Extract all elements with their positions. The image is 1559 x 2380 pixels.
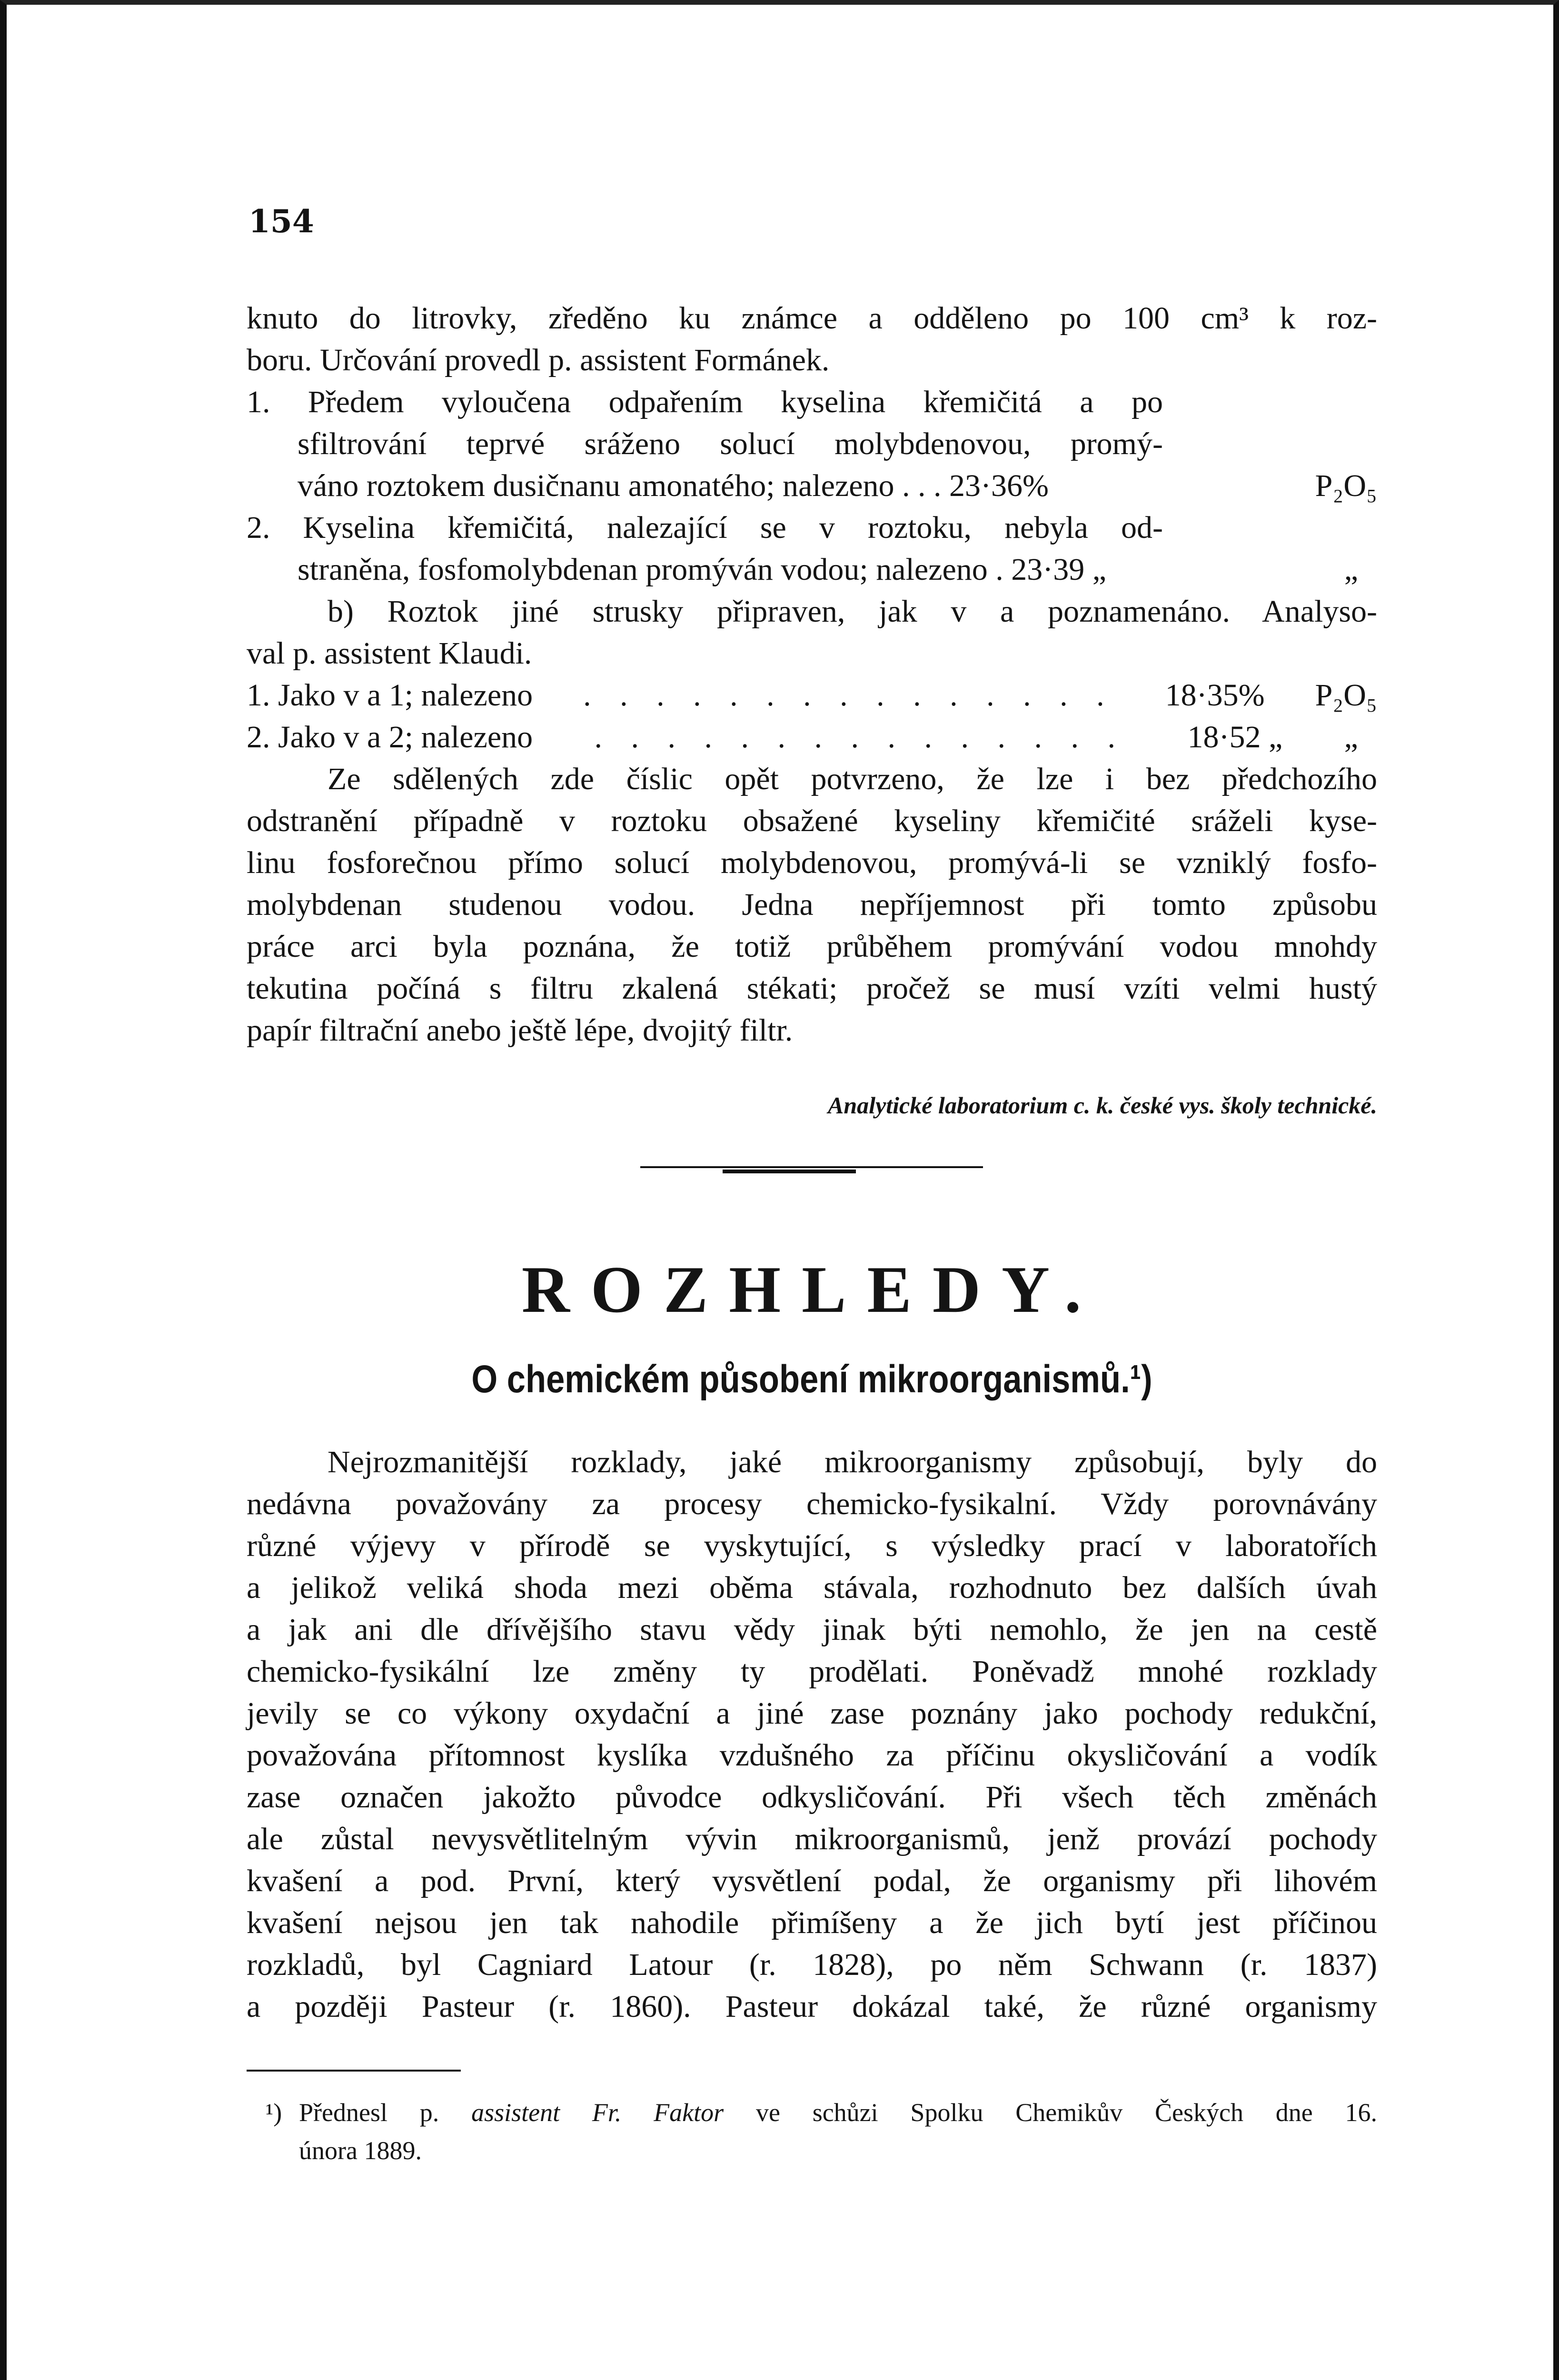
result-line-2 [298, 549, 1377, 591]
page-number: 154 [248, 203, 314, 240]
signature-line: Analytické laboratorium c. k. české vys. školy technické. [828, 1092, 1377, 1119]
result-value: 18·35% [1165, 678, 1265, 713]
paragraph-line: považována přítomnost kyslíka vzdušného za příčinu okysličování a vodík [247, 1738, 1377, 1773]
text-line: sfiltrování teprvé sráženo solucí molybdenovou, promý- [298, 426, 1163, 461]
paragraph-line: papír filtrační anebo ještě lépe, dvojitý filtr. [247, 1013, 793, 1048]
formula: P₂O₅ [1315, 468, 1377, 503]
paragraph-line: odstranění případně v roztoku obsažené kyseliny křemičité sráželi kyse- [247, 803, 1377, 838]
result-value: 18·52 „ [1187, 720, 1283, 754]
paragraph-line: Nejrozmanitější rozklady, jaké mikroorganismy způsobují, byly do [328, 1445, 1377, 1479]
paragraph-line: linu fosforečnou přímo solucí molybdenovou, promývá-li se vzniklý fosfo- [247, 845, 1377, 880]
paragraph-line: kvašení nejsou jen tak nahodile přimíšeny a že jich bytí jest příčinou [247, 1905, 1377, 1940]
footnote-line [247, 2093, 1377, 2132]
result-line-1 [298, 465, 1377, 507]
paragraph-line: nedávna považovány za procesy chemicko-fysikalní. Vždy porovnávány [247, 1487, 1377, 1521]
paragraph-line: kvašení a pod. První, který vysvětlení podal, že organismy při lihovém [247, 1864, 1377, 1898]
text-line: val p. assistent Klaudi. [247, 636, 532, 671]
text-line: b) Roztok jiné strusky připraven, jak v a poznamenáno. Analyso- [328, 594, 1377, 629]
leader-dots: . . . . . . . . . . . . . . . [594, 720, 1126, 754]
paragraph-line: rozkladů, byl Cagniard Latour (r. 1828), po něm Schwann (r. 1837) [247, 1947, 1377, 1982]
result-text: straněna, fosfomolybdenan promýván vodou; nalezeno . 23·39 „ [298, 552, 1107, 587]
footnote-text: ve schůzi Spolku Chemikův Českých dne 16. [755, 2098, 1378, 2127]
paragraph-line: jevily se co výkony oxydační a jiné zase poznány jako pochody redukční, [247, 1696, 1377, 1731]
divider-ornament [723, 1170, 856, 1173]
list-item-2: 2. Kyselina křemičitá, nalezající se v roztoku, nebyla od- [247, 510, 1163, 545]
footnote-rule [247, 2070, 461, 2072]
footnote-mark: ¹) [266, 2098, 282, 2127]
paragraph-line: různé výjevy v přírodě se vyskytující, s výsledky prací v laboratořích [247, 1528, 1377, 1563]
text-line: boru. Určování provedl p. assistent Formánek. [247, 343, 830, 377]
list-item-1: 1. Předem vyloučena odpařením kyselina křemičitá a po [247, 385, 1163, 419]
article-title: O chemickém působení mikroorganismů.¹) [471, 1358, 1152, 1401]
ditto-mark: „ [1344, 720, 1358, 754]
result-line-4 [247, 716, 1377, 758]
section-heading: ROZHLEDY. [521, 1253, 1102, 1327]
result-label: 2. Jako v a 2; nalezeno [247, 720, 533, 754]
paragraph-line: zase označen jakožto původce odkysličování. Při všech těch změnách [247, 1780, 1377, 1815]
paragraph-line: Ze sdělených zde číslic opět potvrzeno, že lze i bez předchozího [328, 762, 1377, 796]
footnote-line: února 1889. [299, 2136, 422, 2165]
result-text: váno roztokem dusičnanu amonatého; nalezeno . . . 23·36% [298, 468, 1049, 503]
paragraph-line: a jak ani dle dřívějšího stavu vědy jinak býti nemohlo, že jen na cestě [247, 1612, 1377, 1647]
result-label: 1. Jako v a 1; nalezeno [247, 678, 533, 713]
footnote-text: Přednesl p. [299, 2098, 439, 2127]
paragraph-line: ale zůstal nevysvětlitelným vývin mikroorganismů, jenž provází pochody [247, 1822, 1377, 1856]
paragraph-line: molybdenan studenou vodou. Jedna nepříjemnost při tomto způsobu [247, 887, 1377, 922]
formula: P₂O₅ [1315, 678, 1377, 713]
paragraph-line: a jelikož veliká shoda mezi oběma stávala, rozhodnuto bez dalších úvah [247, 1570, 1377, 1605]
footnote-author: assistent Fr. Faktor [471, 2098, 724, 2127]
paragraph-line: chemicko-fysikální lze změny ty prodělati. Poněvadž mnohé rozklady [247, 1654, 1377, 1689]
paragraph-line: a později Pasteur (r. 1860). Pasteur dokázal také, že různé organismy [247, 1989, 1377, 2024]
text-line: knuto do litrovky, zředěno ku známce a odděleno po 100 cm³ k roz- [247, 301, 1377, 336]
leader-dots: . . . . . . . . . . . . . . . [583, 678, 1115, 713]
result-line-3 [247, 674, 1377, 716]
divider-rule [640, 1166, 983, 1168]
paragraph-line: práce arci byla poznána, že totiž průběhem promývání vodou mnohdy [247, 929, 1377, 964]
ditto-mark: „ [1344, 552, 1358, 587]
paragraph-line: tekutina počíná s filtru zkalená stékati; pročež se musí vzíti velmi hustý [247, 971, 1377, 1006]
